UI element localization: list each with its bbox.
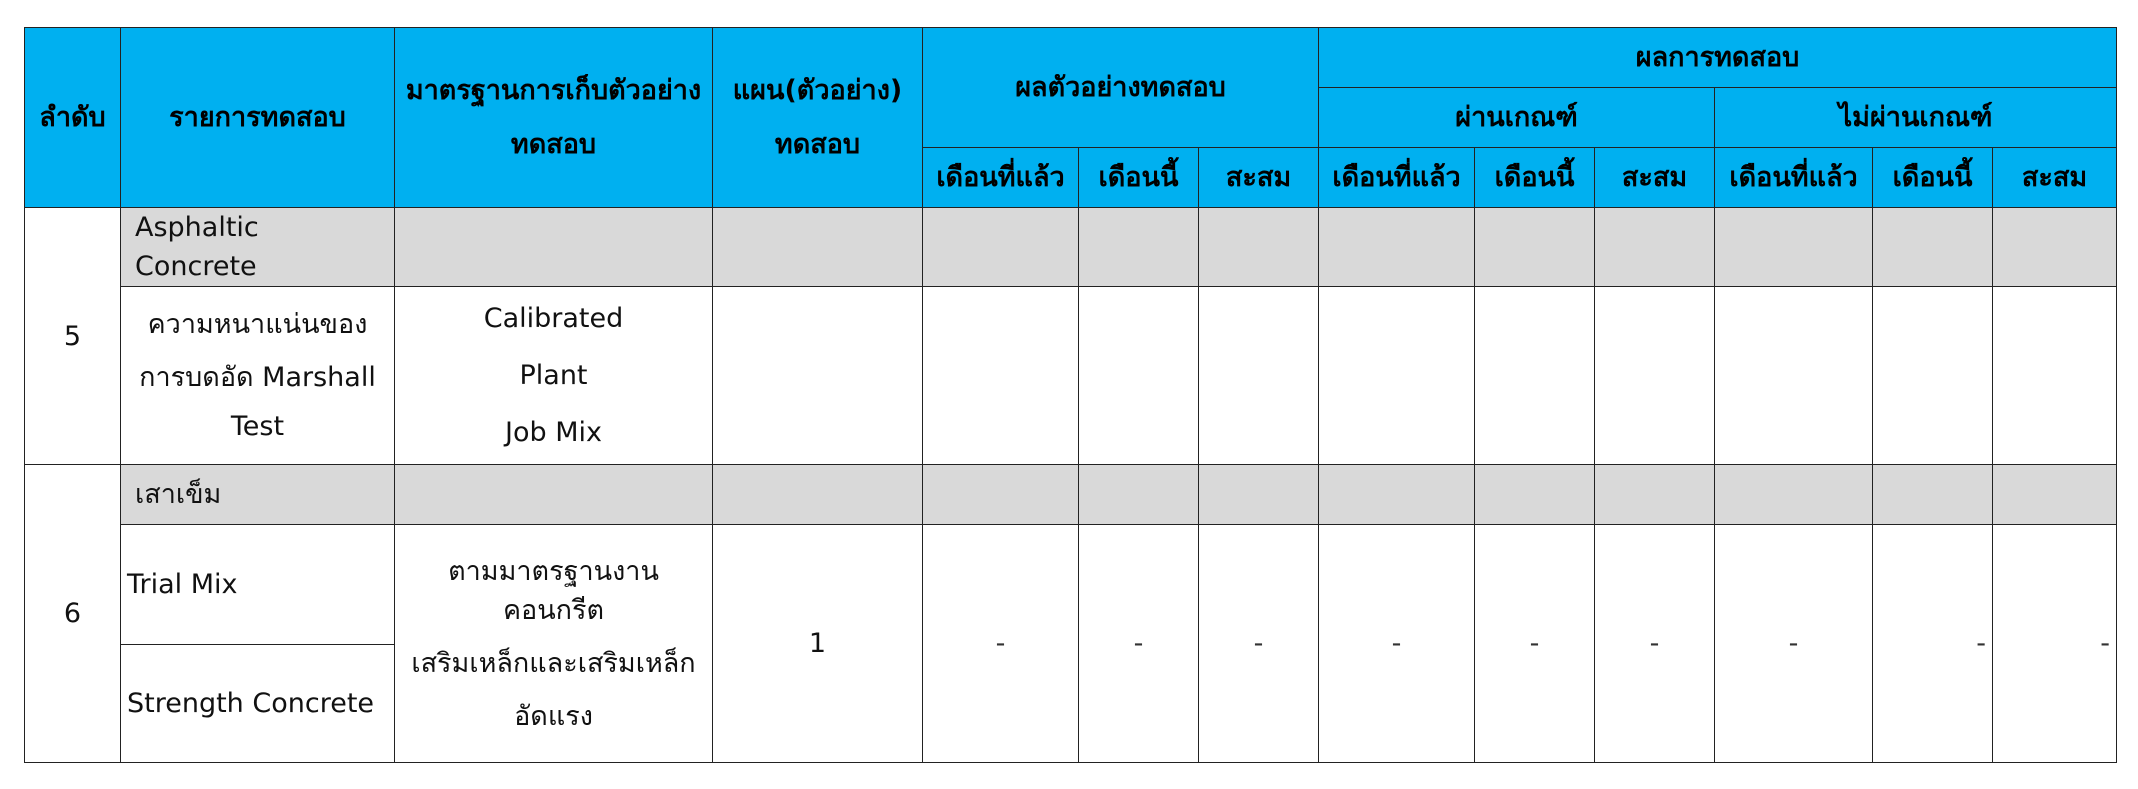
category-label: Asphaltic Concrete [121,208,395,287]
table-cell [395,465,713,525]
table-cell [1079,208,1199,287]
standard-line2: เสริมเหล็กและเสริมเหล็ก [411,647,696,679]
table-row [25,465,2117,525]
pass-last-month: - [1319,525,1475,763]
table-cell [923,287,1079,465]
pass-cumulative: - [1595,525,1715,763]
header-item: รายการทดสอบ [121,28,395,208]
table-cell [1715,465,1873,525]
header-standard-line1: มาตรฐานการเก็บตัวอย่าง [405,75,702,107]
table-cell [713,287,923,465]
fail-last-month: - [1715,525,1873,763]
header-no: ลำดับ [25,28,121,208]
pass-this-month: - [1475,525,1595,763]
plan-value: 1 [713,525,923,763]
table-cell [923,208,1079,287]
table-row [25,208,2117,287]
test-item-strength-concrete: Strength Concrete [121,645,395,763]
header-pass: ผ่านเกณฑ์ [1319,88,1715,148]
test-results-table [24,27,2117,763]
fail-cumulative: - [1993,525,2117,763]
header-sample-last-month: เดือนที่แล้ว [923,148,1079,208]
header-sample-this-month: เดือนนี้ [1079,148,1199,208]
header-standard-line2: ทดสอบ [510,128,597,160]
table-cell [923,465,1079,525]
test-item-line1: ความหนาแน่นของ [147,309,368,341]
table-cell [713,208,923,287]
test-item-line2: การบดอัด Marshall [139,362,376,394]
table-cell [1993,208,2117,287]
header-result-group: ผลการทดสอบ [1319,28,2117,88]
table-cell [1319,208,1475,287]
table-cell [1319,465,1475,525]
table-cell [1595,287,1715,465]
header-plan-line1: แผน(ตัวอย่าง) [732,75,903,107]
standard-line3: Job Mix [505,417,602,449]
table-cell [1079,287,1199,465]
table-cell [1199,287,1319,465]
table-cell [1873,465,1993,525]
sample-last-month: - [923,525,1079,763]
table-row [25,287,2117,465]
table-cell [1199,465,1319,525]
sampling-standard [395,525,713,763]
category-label: เสาเข็ม [121,465,395,525]
table-cell [1319,287,1475,465]
header-pass-cumulative: สะสม [1595,148,1715,208]
header-fail-this-month: เดือนนี้ [1873,148,1993,208]
standard-line2: Plant [519,360,588,392]
table-cell [1595,465,1715,525]
header-standard [395,28,713,208]
header-pass-last-month: เดือนที่แล้ว [1319,148,1475,208]
row-number: 5 [25,208,121,465]
table-cell [1873,208,1993,287]
header-row-1 [25,28,2117,88]
sampling-standard [395,287,713,465]
table-cell [1595,208,1715,287]
table-cell [1475,208,1595,287]
table-cell [1873,287,1993,465]
table-cell [1199,208,1319,287]
standard-line1: ตามมาตรฐานงานคอนกรีต [448,555,659,626]
header-plan-line2: ทดสอบ [774,128,861,160]
table-cell [395,208,713,287]
table-cell [1993,287,2117,465]
table-cell [1475,287,1595,465]
test-item-line3: Test [230,411,285,443]
table-cell [1715,208,1873,287]
sample-cumulative: - [1199,525,1319,763]
header-fail: ไม่ผ่านเกณฑ์ [1715,88,2117,148]
table-cell [1475,465,1595,525]
table-row [25,525,2117,645]
table-cell [1993,465,2117,525]
header-pass-this-month: เดือนนี้ [1475,148,1595,208]
table-cell [713,465,923,525]
header-fail-last-month: เดือนที่แล้ว [1715,148,1873,208]
table-cell [1715,287,1873,465]
test-item [121,287,395,465]
header-plan [713,28,923,208]
sample-this-month: - [1079,525,1199,763]
standard-line1: Calibrated [483,303,624,335]
header-sample-cumulative: สะสม [1199,148,1319,208]
fail-this-month: - [1873,525,1993,763]
standard-line3: อัดแรง [514,700,593,732]
header-sample-group: ผลตัวอย่างทดสอบ [923,28,1319,148]
row-number: 6 [25,465,121,763]
test-item-trial-mix: Trial Mix [121,525,395,645]
header-fail-cumulative: สะสม [1993,148,2117,208]
table-cell [1079,465,1199,525]
